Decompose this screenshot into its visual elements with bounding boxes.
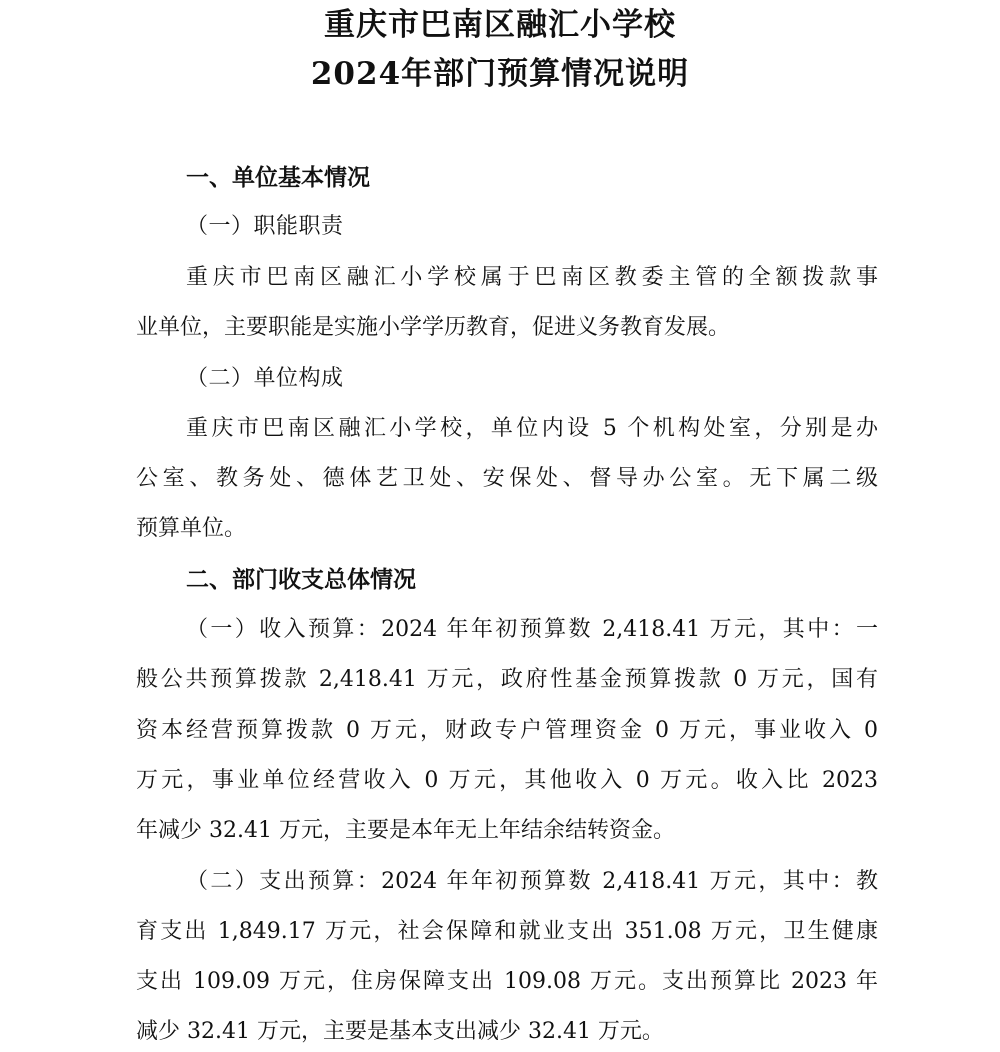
paragraph-line: 重庆市巴南区融汇小学校属于巴南区教委主管的全额拨款事 xyxy=(186,265,878,290)
section-heading-basic-info: 一、单位基本情况 xyxy=(186,164,370,191)
paragraph-line: 减少 32.41 万元，主要是基本支出减少 32.41 万元。 xyxy=(136,1019,664,1044)
paragraph-line: 资本经营预算拨款 0 万元，财政专户管理资金 0 万元，事业收入 0 xyxy=(136,718,878,743)
document-subtitle: 2024年部门预算情况说明 xyxy=(310,56,690,92)
paragraph-line: 重庆市巴南区融汇小学校，单位内设 5 个机构处室，分别是办 xyxy=(186,416,878,441)
paragraph-line: 业单位，主要职能是实施小学学历教育，促进义务教育发展。 xyxy=(136,315,731,340)
paragraph-line: 年减少 32.41 万元，主要是本年无上年结余结转资金。 xyxy=(136,818,675,843)
paragraph-line: （一）收入预算：2024 年年初预算数 2,418.41 万元，其中：一 xyxy=(186,617,878,642)
document-title: 重庆市巴南区融汇小学校 xyxy=(324,7,676,43)
paragraph-line: 公室、教务处、德体艺卫处、安保处、督导办公室。无下属二级 xyxy=(136,466,878,491)
paragraph-line: 万元，事业单位经营收入 0 万元，其他收入 0 万元。收入比 2023 xyxy=(136,768,878,793)
paragraph-line: 育支出 1,849.17 万元，社会保障和就业支出 351.08 万元，卫生健康 xyxy=(136,919,878,944)
section-heading-budget-overview: 二、部门收支总体情况 xyxy=(186,566,416,593)
paragraph-line: 般公共预算拨款 2,418.41 万元，政府性基金预算拨款 0 万元，国有 xyxy=(136,667,878,692)
subheading-composition: （二）单位构成 xyxy=(186,366,344,391)
paragraph-line: 支出 109.09 万元，住房保障支出 109.08 万元。支出预算比 2023 年 xyxy=(136,969,878,994)
paragraph-line: 预算单位。 xyxy=(136,516,247,541)
subheading-functions: （一）职能职责 xyxy=(186,214,344,239)
paragraph-line: （二）支出预算：2024 年年初预算数 2,418.41 万元，其中：教 xyxy=(186,869,878,894)
